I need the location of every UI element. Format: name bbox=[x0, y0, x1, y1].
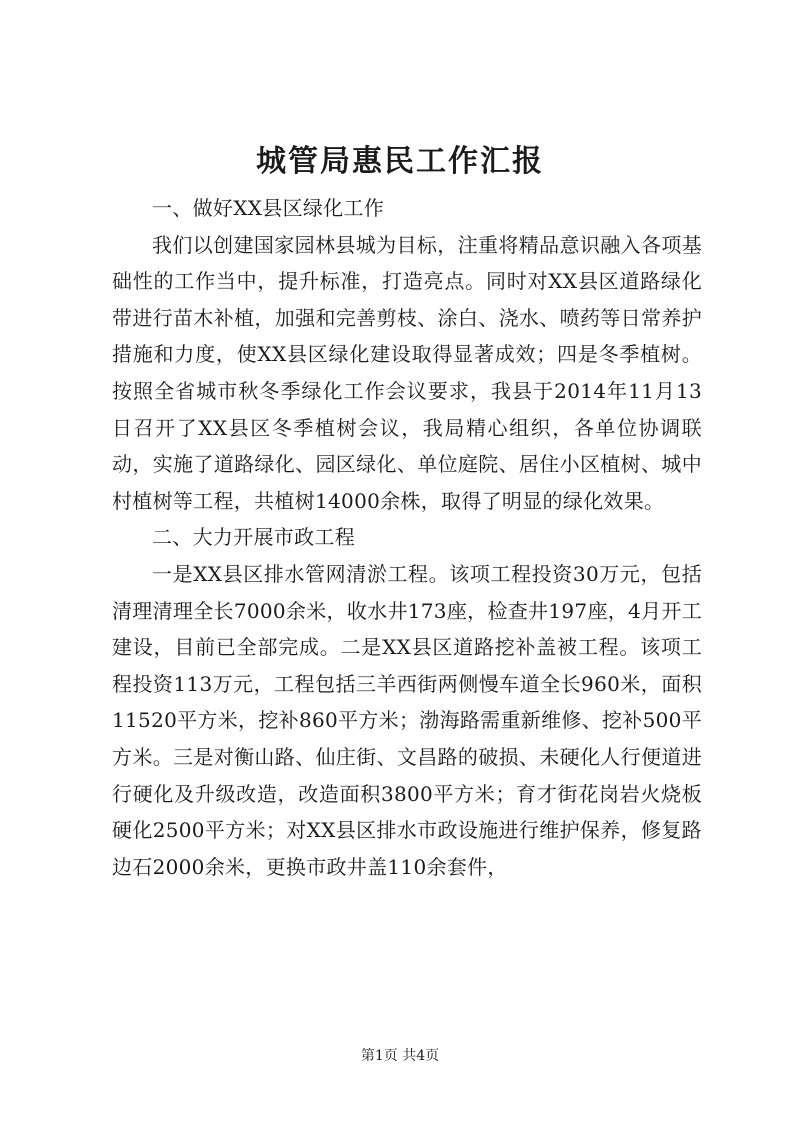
document-body bbox=[112, 190, 702, 885]
paragraph-municipal: 一是XX县区排水管网清淤工程。该项工程投资30万元，包括清理清理全长7000余米，收水井173座，检查井197座，4月开工建设，目前已全部完成。二是XX县区道路挖补盖被工程。该项工程投资113万元，工程包括三羊西街两侧慢车道全长960米，面积11520平方米，挖补860平方米；渤海路需重新维修、挖补500平方米。三是对衡山路、仙庄街、文昌路的破损、未硬化人行便道进行硬化及升级改造，改造面积3800平方米；育才街花岗岩火烧板硬化2500平方米；对XX县区排水市政设施进行维护保养，修复路边石2000余米，更换市政井盖110余套件， bbox=[112, 561, 702, 879]
section-heading-municipal: 二、大力开展市政工程 bbox=[152, 525, 355, 550]
page-footer: 第1页 共4页 bbox=[360, 1048, 440, 1064]
document-title: 城管局惠民工作汇报 bbox=[256, 144, 544, 179]
paragraph-greening: 我们以创建国家园林县城为目标，注重将精品意识融入各项基础性的工作当中，提升标准，打造亮点。同时对XX县区道路绿化带进行苗木补植，加强和完善剪枝、涂白、浇水、喷药等日常养护措施和力度，使XX县区绿化建设取得显著成效；四是冬季植树。按照全省城市秋冬季绿化工作会议要求，我县于2014年11月13日召开了XX县区冬季植树会议，我局精心组织，各单位协调联动，实施了道路绿化、园区绿化、单位庭院、居住小区植树、城中村植树等工程，共植树14000余株，取得了明显的绿化效果。 bbox=[112, 232, 702, 513]
section-heading-greening: 一、做好XX县区绿化工作 bbox=[152, 196, 385, 220]
